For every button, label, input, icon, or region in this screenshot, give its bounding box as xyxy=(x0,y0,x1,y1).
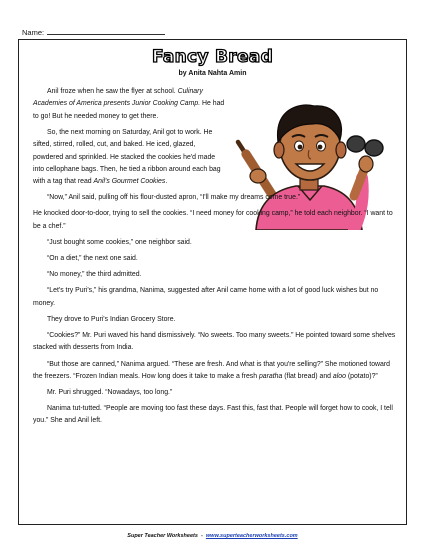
footer-brand: Super Teacher Worksheets xyxy=(127,533,198,539)
story-byline: by Anita Nahta Amin xyxy=(178,70,247,77)
story-paragraph: So, the next morning on Saturday, Anil got to work. He sifted, stirred, rolled, cut, and baked. He iced, glazed, powdered and sprinkled. He stacked the cookies he'd made into cellophane bags. Then, he tied a ribbon around each bag with a tag that read Anil's Gourmet Cookies. xyxy=(33,128,221,186)
story-paragraph: Nanima tut-tutted. “People are moving too fast these days. Fast this, fast that. People will forget how to cook, I tell you.” She and Anil left. xyxy=(33,405,393,425)
story-paragraph: “No money,” the third admitted. xyxy=(47,271,142,279)
story-paragraph: “Cookies?” Mr. Puri waved his hand dismissively. “No sweets. Too many sweets.” He pointed toward some shelves stacked with desserts from India. xyxy=(33,332,396,352)
story-paragraph: “Just bought some cookies,” one neighbor said. xyxy=(47,238,192,246)
name-label: Name: xyxy=(22,28,45,37)
story-paragraph: “Let's try Puri's,” his grandma, Nanima, suggested after Anil came home with a lot of good luck wishes but no money. xyxy=(33,287,379,307)
page-footer xyxy=(0,533,425,539)
story-paragraph: Mr. Puri shrugged. “Nowadays, too long.” xyxy=(47,388,173,396)
story-paragraph: “On a diet,” the next one said. xyxy=(47,255,138,263)
story-paragraph: “But those are canned,” Nanima argued. “These are fresh. And what is that you're selling?” She motioned toward the freezers. “Frozen Indian meals. How long does it take to make a fresh paratha (flat bread) and aloo (potato)?” xyxy=(33,360,390,380)
footer-separator: - xyxy=(200,533,203,539)
story-body xyxy=(33,86,397,432)
story-paragraph: “Now,” Anil said, pulling off his flour-dusted apron, “I'll make my dreams come true.” xyxy=(47,194,301,202)
name-blank-line xyxy=(47,27,165,35)
story-paragraph: He knocked door-to-door, trying to sell the cookies. “I need money for cooking camp,” he told each neighbor. “I want to be a chef.” xyxy=(33,210,393,230)
story-title: Fancy Bread xyxy=(151,47,274,67)
footer-url-link[interactable]: www.superteacherworksheets.com xyxy=(205,533,298,539)
story-paragraph: Anil froze when he saw the flyer at school. Culinary Academies of America presents Junior Cooking Camp. He had to go! But he needed money to get there. xyxy=(33,88,225,120)
story-paragraph: They drove to Puri's Indian Grocery Store. xyxy=(47,315,176,323)
name-field xyxy=(22,27,165,37)
